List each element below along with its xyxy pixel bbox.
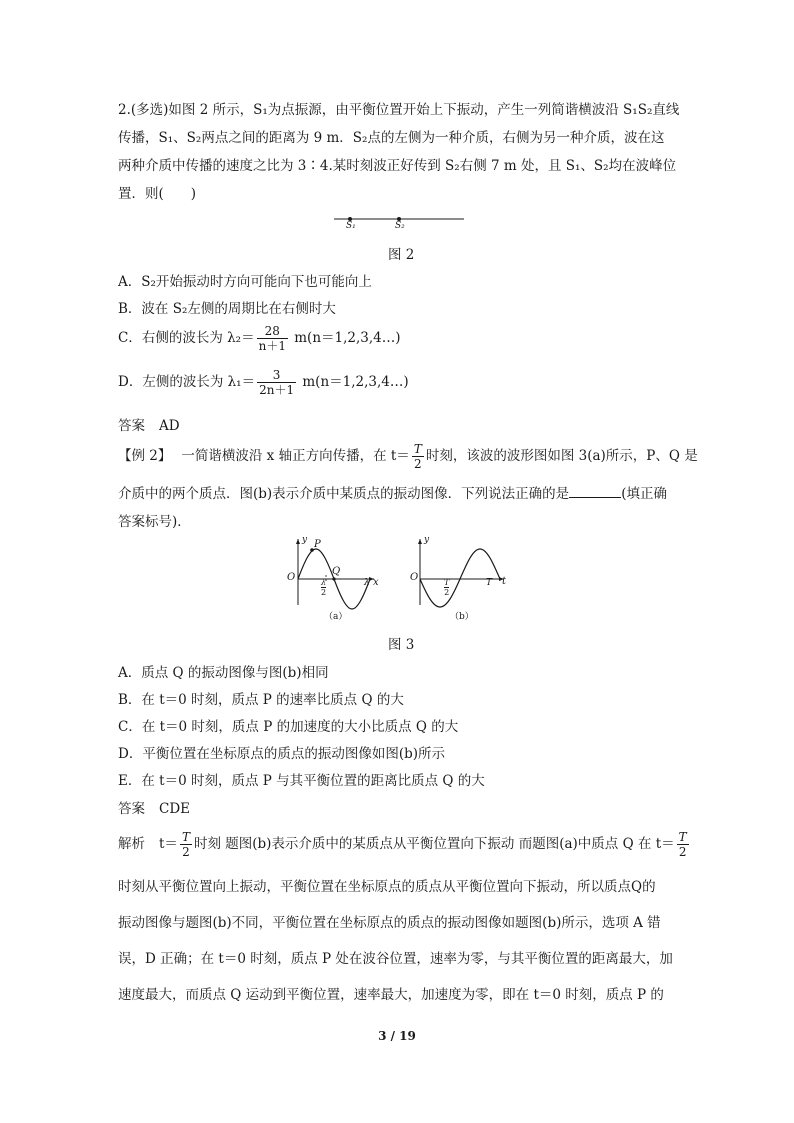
fig2-caption: 图 2 [388, 247, 415, 263]
ex2-l2-pre: 介质中的两个质点．图(b)表示介质中某质点的振动图像．下列说法正确的是 [118, 486, 570, 502]
fig2-label-s2: S₂ [395, 221, 405, 231]
analysis-line-4: 误，D 正确；在 t＝0 时刻，质点 P 处在波谷位置，速率为零，与其平衡位置的距离最大，加 [118, 951, 673, 967]
page-number: 3 / 19 [378, 1029, 416, 1043]
q2-line-1: 2.(多选)如图 2 所示，S₁为点振源，由平衡位置开始上下振动，产生一列简谐横波沿 S₁S₂直线 [118, 102, 680, 118]
q2-option-d-unit: m(n＝1,2,3,4…) [298, 374, 409, 390]
frac-num: T [678, 830, 687, 844]
analysis-label: 解析 [118, 836, 145, 852]
q2-option-d [118, 368, 409, 397]
ex2-option-a: A．质点 Q 的振动图像与图(b)相同 [118, 665, 329, 681]
answer-value: CDE [159, 801, 191, 817]
vibration-graph-b [418, 539, 507, 607]
answer-value: AD [159, 418, 180, 434]
fig3a-p: P [314, 539, 321, 550]
ex2-option-d: D．平衡位置在坐标原点的质点的振动图像如图(b)所示 [118, 746, 445, 762]
frac-den: 2 [444, 588, 450, 597]
frac-num: T [413, 442, 422, 456]
q2-option-c-unit: m(n＝1,2,3,4…) [289, 330, 401, 346]
frac-den: n＋1 [258, 339, 286, 353]
example-2-line-3: 答案标号)． [118, 514, 191, 530]
q2-option-c-fraction [257, 324, 288, 353]
jx1-b: 时刻 题图(b)表示介质中的某质点从平衡位置向下振动 而题图(a)中质点 Q 在 t＝ [193, 836, 675, 852]
analysis-line-3: 振动图像与题图(b)不同，平衡位置在坐标原点的质点的振动图像如题图(b)所示，选项 A 错 [118, 915, 661, 931]
analysis-line-2: 时刻从平衡位置向上振动，平衡位置在坐标原点的质点从平衡位置向下振动，所以质点Q的 [118, 879, 656, 895]
q2-answer [118, 414, 180, 434]
ex2-l1-post: 时刻，该波的波形图如图 3(a)所示，P、Q 是 [425, 448, 698, 464]
frac-num: 28 [257, 324, 288, 339]
analysis-line-5: 速度最大，而质点 Q 运动到平衡位置，速率最大，加速度为零，即在 t＝0 时刻，质点 P 的 [118, 987, 664, 1003]
frac-num: λ [321, 578, 327, 587]
analysis-line-1 [118, 830, 691, 859]
q2-line-4: 置．则( ) [118, 186, 197, 202]
fig3b-t: t [502, 576, 507, 587]
ex2-l1-pre: 一简谐横波沿 x 轴正方向传播，在 t＝ [181, 448, 410, 464]
frac-den: 2 [414, 457, 422, 471]
fig3-caption: 图 3 [388, 637, 415, 653]
ex2-l2-post: (填正确 [621, 486, 667, 502]
fig3b-half-t [444, 578, 449, 597]
jx1-a: t＝ [159, 836, 178, 852]
jx-fraction-1 [180, 830, 192, 859]
fig3b-y: y [424, 535, 430, 545]
ex2-answer [118, 797, 190, 817]
example-2-line-1 [118, 442, 698, 471]
frac-den: 2 [182, 845, 190, 859]
ex2-option-c: C．在 t＝0 时刻，质点 P 的加速度的大小比质点 Q 的大 [118, 719, 459, 735]
example-2-line-2 [118, 482, 667, 502]
fig3a-y: y [302, 535, 308, 545]
frac-den: 2 [678, 845, 687, 859]
fig3a-x: x [373, 577, 379, 588]
fig3b-caption: （b） [450, 612, 474, 622]
example-tag: 【例 2】 [118, 448, 172, 464]
answer-blank [569, 485, 621, 498]
frac-den: 2 [321, 588, 327, 597]
frac-num: 3 [257, 368, 296, 383]
frac-num: T [181, 830, 190, 844]
fig3a-origin: O [287, 572, 296, 583]
fig2-label-s1: S₁ [346, 221, 356, 231]
fig3a-q: Q [332, 566, 341, 577]
q2-line-3: 两种介质中传播的速度之比为 3∶4.某时刻波正好传到 S₂右侧 7 m 处，且 S₁、S₂均在波峰位 [118, 158, 677, 174]
q2-option-a: A．S₂开始振动时方向可能向下也可能向上 [118, 274, 372, 290]
ex2-fraction [412, 442, 424, 471]
fig3b-T: T [486, 578, 493, 588]
jx-fraction-2 [677, 830, 689, 859]
fig3a-caption: （a） [324, 612, 348, 622]
frac-den: 2n＋1 [259, 383, 295, 397]
ex2-option-e: E．在 t＝0 时刻，质点 P 与其平衡位置的距离比质点 Q 的大 [118, 773, 485, 789]
figure-3-diagram [280, 535, 520, 635]
q2-option-b: B．波在 S₂左侧的周期比在右侧时大 [118, 301, 336, 317]
fig3a-half-lambda [321, 578, 326, 597]
q2-option-c [118, 324, 401, 353]
fig3b-origin: O [410, 572, 419, 583]
q2-option-c-text: C．右侧的波长为 λ₂＝ [118, 330, 255, 346]
answer-label: 答案 [118, 418, 145, 434]
ex2-option-b: B．在 t＝0 时刻，质点 P 的速率比质点 Q 的大 [118, 692, 404, 708]
answer-label: 答案 [118, 801, 145, 817]
q2-line-2: 传播，S₁、S₂两点之间的距离为 9 m．S₂点的左侧为一种介质，右侧为另一种介质，波在这 [118, 130, 665, 146]
q2-option-d-fraction [257, 368, 296, 397]
question-2-stem [118, 102, 680, 214]
q2-option-d-text: D．左侧的波长为 λ₁＝ [118, 374, 256, 390]
fig3a-lambda: λ [364, 578, 370, 588]
frac-num: T [444, 578, 450, 587]
